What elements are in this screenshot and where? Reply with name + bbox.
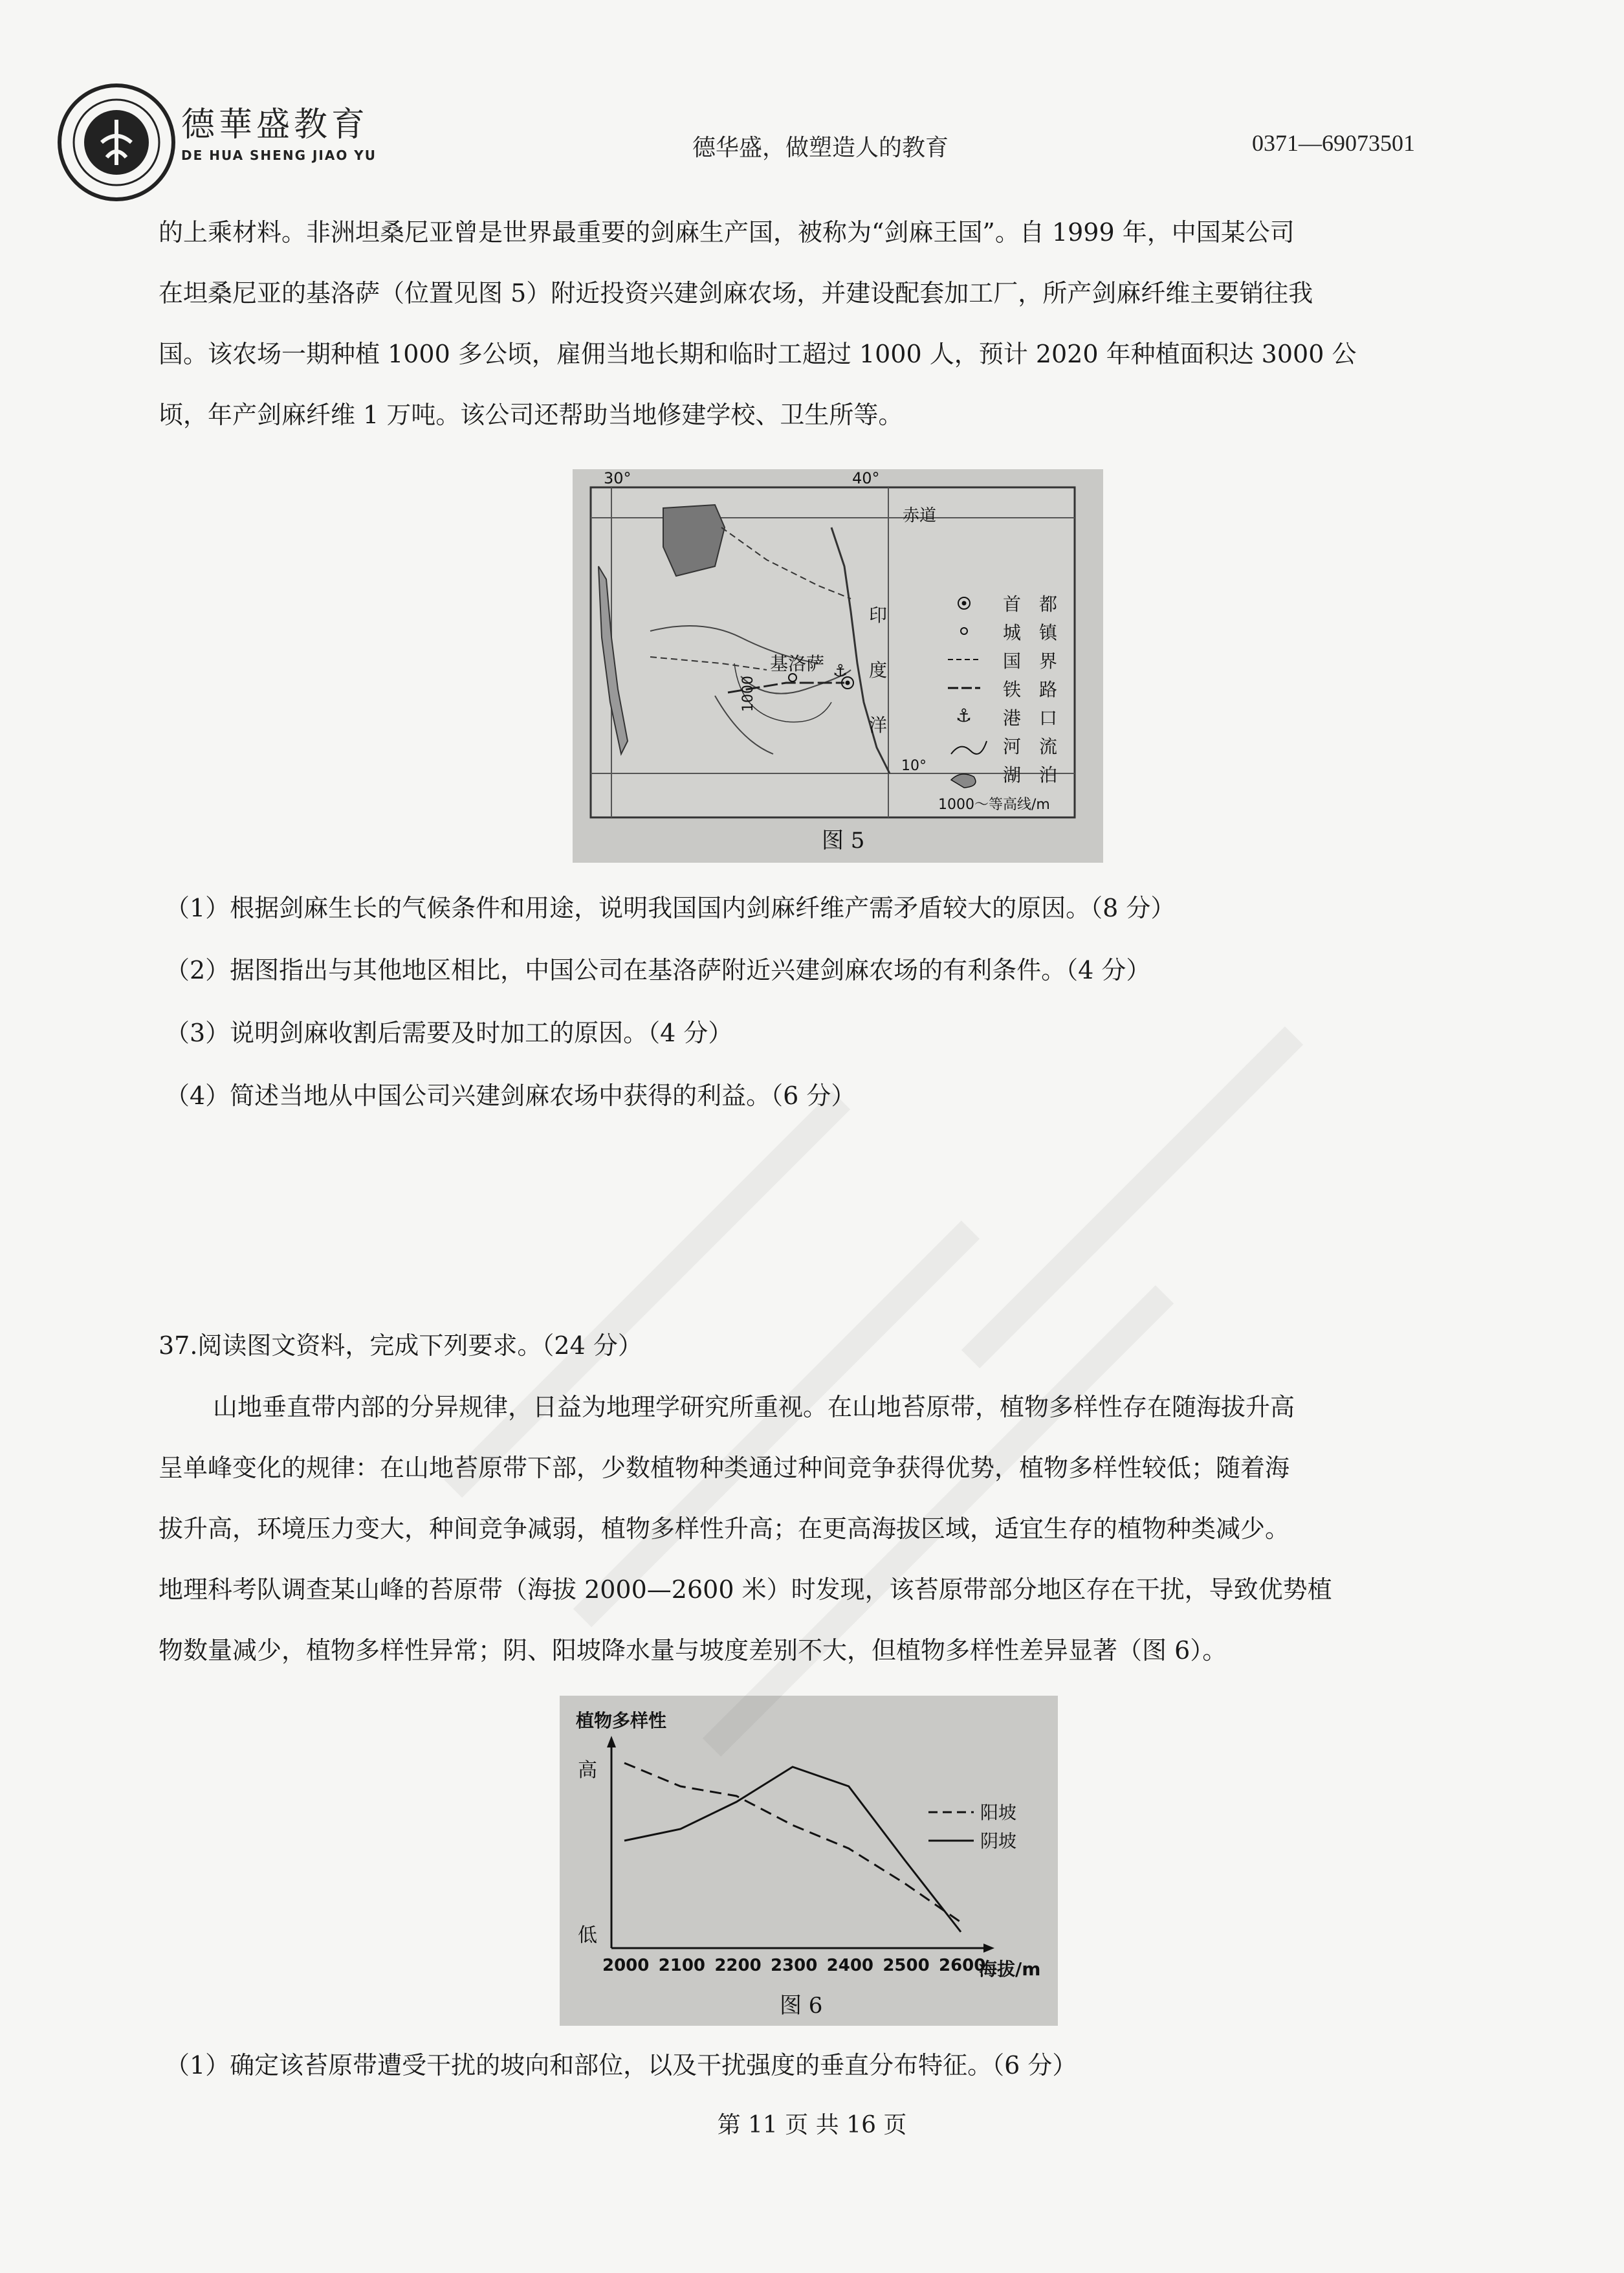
city-label: 基洛萨 <box>770 653 825 674</box>
figure-5-map <box>573 469 1103 863</box>
header-slogan: 德华盛，做塑造人的教育 <box>692 135 949 161</box>
x-tick-label: 2500 <box>883 1956 930 1975</box>
legend-label: 河 流 <box>1003 736 1058 757</box>
brand-name: 德華盛教育 <box>181 105 369 144</box>
question-title: 37.阅读图文资料，完成下列要求。（24 分） <box>159 1331 642 1360</box>
lat-label-10: 10° <box>901 758 927 774</box>
figure-caption: 图 6 <box>780 1993 823 2019</box>
y-axis-label: 植物多样性 <box>576 1710 667 1731</box>
lon-label-30: 30° <box>604 469 631 487</box>
ocean-label: 印 <box>869 604 888 626</box>
page-number: 第 11 页 共 16 页 <box>717 2112 907 2138</box>
x-tick-label: 2400 <box>826 1956 874 1975</box>
question: （4）简述当地从中国公司兴建剑麻农场中获得的利益。（6 分） <box>165 1081 856 1110</box>
text-line: 地理科考队调查某山峰的苔原带（海拔 2000—2600 米）时发现，该苔原带部分地区存在干扰，导致优势植 <box>159 1575 1332 1604</box>
text-line: 物数量减少，植物多样性异常；阴、阳坡降水量与坡度差别不大，但植物多样性差异显著（图 6）。 <box>159 1636 1227 1665</box>
legend-label: 阴坡 <box>980 1830 1017 1852</box>
equator-label: 赤道 <box>903 506 937 526</box>
legend-label: 国 界 <box>1003 650 1058 672</box>
legend-label: 城 镇 <box>1003 622 1058 643</box>
x-tick-label: 2600 <box>939 1956 986 1975</box>
x-tick-label: 2200 <box>714 1956 762 1975</box>
contour-value: 1000 <box>740 676 756 712</box>
x-tick-label: 2300 <box>771 1956 818 1975</box>
text-line: 山地垂直带内部的分异规律，日益为地理学研究所重视。在山地苔原带，植物多样性存在随海拔升高 <box>213 1393 1295 1421</box>
question: （1）根据剑麻生长的气候条件和用途，说明我国国内剑麻纤维产需矛盾较大的原因。（8 分） <box>165 894 1176 922</box>
text-line: 拔升高，环境压力变大，种间竞争减弱，植物多样性升高；在更高海拔区域，适宜生存的植物种类减少。 <box>159 1514 1290 1543</box>
figure-caption: 图 5 <box>822 828 865 854</box>
y-low-label: 低 <box>578 1924 597 1947</box>
lon-label-40: 40° <box>852 469 880 487</box>
text-line: 在坦桑尼亚的基洛萨（位置见图 5）附近投资兴建剑麻农场，并建设配套加工厂，所产剑麻纤维主要销往我 <box>159 279 1313 307</box>
legend-label: 港 口 <box>1003 707 1058 729</box>
question: （2）据图指出与其他地区相比，中国公司在基洛萨附近兴建剑麻农场的有利条件。（4 分） <box>165 956 1151 984</box>
question: （1）确定该苔原带遭受干扰的坡向和部位，以及干扰强度的垂直分布特征。（6 分） <box>165 2051 1077 2079</box>
q37-paragraph <box>159 1377 1459 1681</box>
header-phone: 0371—69073501 <box>1252 130 1415 156</box>
legend-label: 1000～等高线/m <box>938 797 1050 813</box>
ocean-label: 度 <box>869 660 888 681</box>
legend-label: 铁 路 <box>1003 679 1058 700</box>
text-line: 呈单峰变化的规律：在山地苔原带下部，少数植物种类通过种间竞争获得优势，植物多样性较低；随着海 <box>159 1454 1290 1482</box>
legend-label: 阳坡 <box>980 1802 1017 1823</box>
figure-6-chart <box>560 1696 1058 2026</box>
text-line: 国。该农场一期种植 1000 多公顷，雇佣当地长期和临时工超过 1000 人，预计 2020 年种植面积达 3000 公 <box>159 340 1357 368</box>
text-line: 的上乘材料。非洲坦桑尼亚曾是世界最重要的剑麻生产国，被称为“剑麻王国”。自 1999 年，中国某公司 <box>159 218 1295 247</box>
svg-text:⚓: ⚓ <box>956 705 972 726</box>
x-tick-label: 2000 <box>602 1956 650 1975</box>
logo <box>55 81 178 204</box>
legend-label: 首 都 <box>1003 593 1058 615</box>
port-icon: ⚓ <box>833 661 848 681</box>
text-line: 顷，年产剑麻纤维 1 万吨。该公司还帮助当地修建学校、卫生所等。 <box>159 401 903 429</box>
x-tick-label: 2100 <box>658 1956 706 1975</box>
ocean-label: 洋 <box>869 715 888 736</box>
x-axis-label: 海拔/m <box>979 1958 1041 1980</box>
brand-name-pinyin: DE HUA SHENG JIAO YU <box>181 148 377 163</box>
legend-label: 湖 泊 <box>1003 764 1058 786</box>
question: （3）说明剑麻收割后需要及时加工的原因。（4 分） <box>165 1019 733 1047</box>
intro-paragraph <box>159 202 1459 445</box>
y-high-label: 高 <box>578 1759 597 1782</box>
